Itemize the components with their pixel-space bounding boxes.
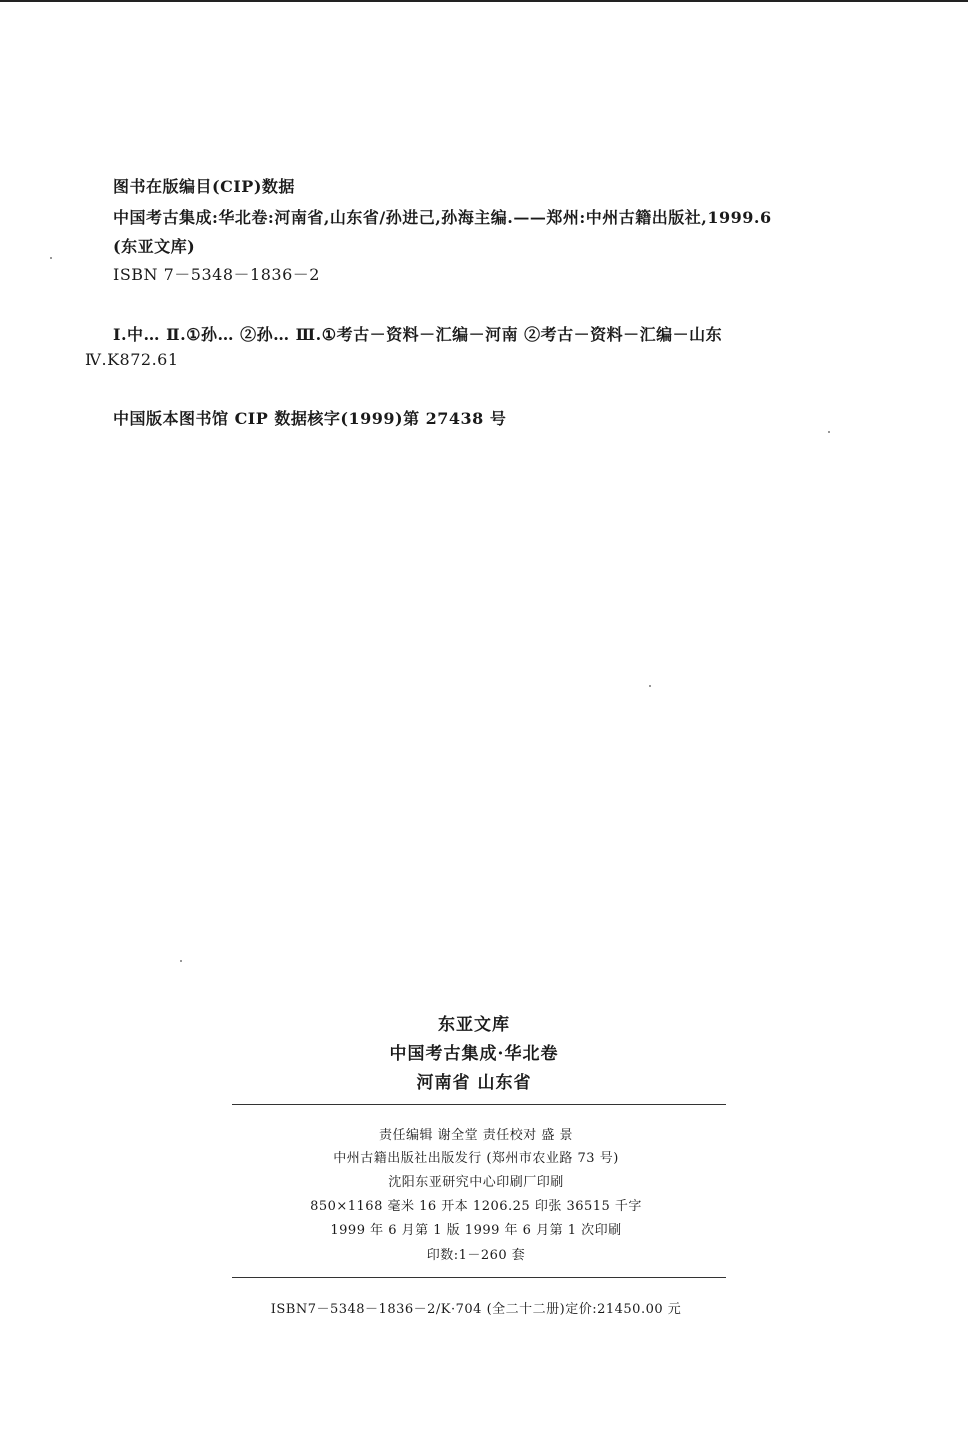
- colophon-format: 850×1168 毫米 16 开本 1206.25 印张 36515 千字: [310, 1199, 642, 1214]
- scan-speck: [180, 960, 182, 962]
- colophon-book-title: 中国考古集成·华北卷: [389, 1044, 559, 1064]
- colophon-print-run: 印数:1－260 套: [426, 1248, 526, 1263]
- colophon-edition: 1999 年 6 月第 1 版 1999 年 6 月第 1 次印刷: [330, 1223, 622, 1238]
- colophon-lower-rule: [232, 1277, 726, 1278]
- colophon-series: 东亚文库: [438, 1015, 510, 1035]
- colophon-publisher: 中州古籍出版社出版发行 (郑州市农业路 73 号): [333, 1151, 619, 1166]
- scan-speck: [50, 257, 52, 259]
- colophon-upper-rule: [232, 1104, 726, 1105]
- cip-series: (东亚文库): [113, 237, 196, 256]
- cip-isbn: ISBN 7－5348－1836－2: [113, 265, 320, 284]
- colophon-editors: 责任编辑 谢全堂 责任校对 盛 景: [378, 1128, 574, 1143]
- cip-title-line: 中国考古集成:华北卷:河南省,山东省/孙进己,孙海主编.——郑州:中州古籍出版社,1999.6: [113, 208, 772, 227]
- cip-heading: 图书在版编目(CIP)数据: [113, 177, 295, 196]
- cip-approval-number: 中国版本图书馆 CIP 数据核字(1999)第 27438 号: [113, 409, 507, 428]
- colophon-printer: 沈阳东亚研究中心印刷厂印刷: [388, 1175, 564, 1190]
- cip-classification-2: Ⅳ.K872.61: [85, 350, 179, 369]
- colophon-price-line: ISBN7－5348－1836－2/K·704 (全二十二册)定价:21450.00 元: [270, 1302, 682, 1317]
- colophon-volume: 河南省 山东省: [416, 1073, 532, 1093]
- scan-speck: [649, 685, 651, 687]
- scan-speck: [828, 431, 830, 433]
- cip-classification-1: Ⅰ.中… Ⅱ.①孙… ②孙… Ⅲ.①考古－资料－汇编－河南 ②考古－资料－汇编－山东: [113, 325, 723, 344]
- top-border-rule: [0, 0, 968, 2]
